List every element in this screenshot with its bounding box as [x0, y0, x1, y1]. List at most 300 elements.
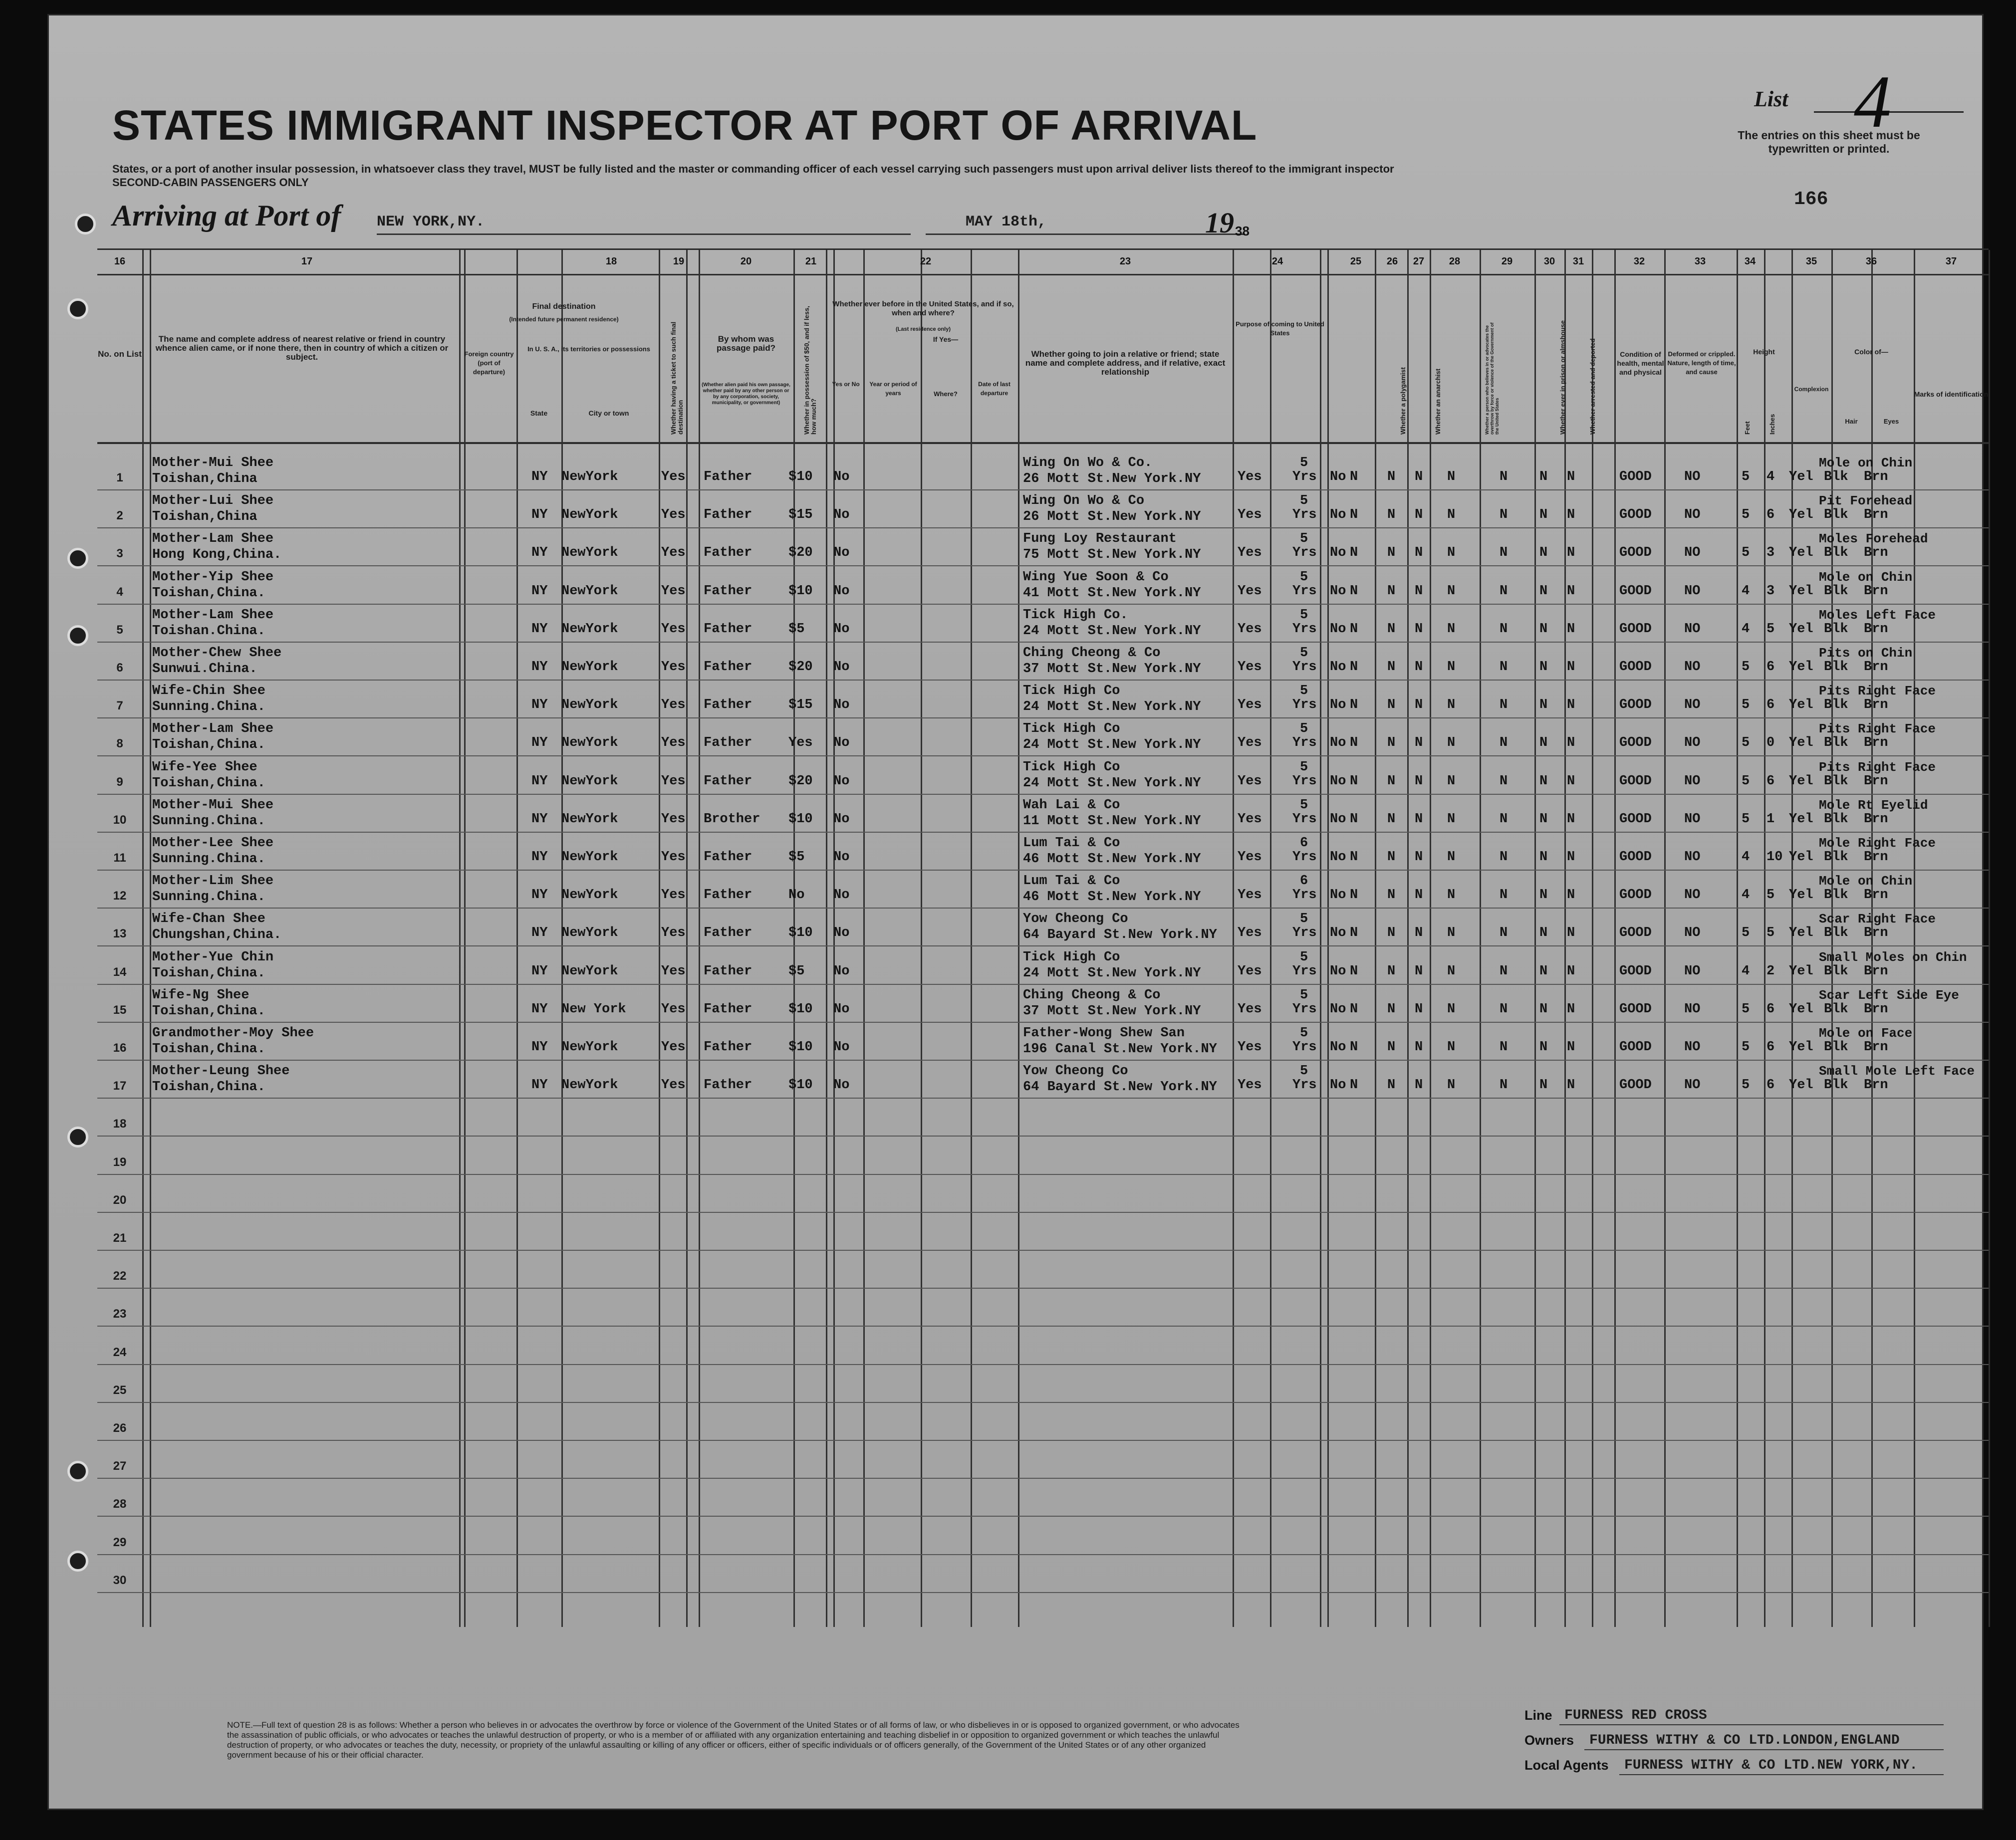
- cell-comp: Yel: [1789, 660, 1813, 675]
- row-number: 24: [113, 1345, 127, 1359]
- cell-city: New York: [561, 1001, 626, 1017]
- cell-hair: Blk: [1824, 811, 1848, 827]
- cell-ticket: Yes: [661, 735, 686, 751]
- cell-marks: Mole on Face: [1819, 1026, 1913, 1041]
- cell-health: GOOD: [1619, 507, 1652, 523]
- column-rule: [1664, 250, 1666, 1627]
- header-no-on-list: No. on List: [98, 349, 142, 359]
- cell-eyes: Brn: [1864, 735, 1888, 751]
- line-value: FURNESS RED CROSS: [1564, 1708, 1707, 1723]
- cell-q30: N: [1539, 507, 1548, 523]
- cell-city: NewYork: [561, 621, 618, 637]
- column-number: 35: [1805, 256, 1817, 267]
- cell-q29: N: [1500, 963, 1508, 979]
- column-rule: [1407, 250, 1409, 1627]
- cell-hair: Blk: [1824, 545, 1848, 561]
- cell-health: GOOD: [1619, 1001, 1652, 1017]
- cell-q31: N: [1567, 660, 1575, 675]
- cell-marks: Small Mole Left Face: [1819, 1064, 1975, 1079]
- cell-q27: N: [1415, 660, 1423, 675]
- row-rule: [97, 832, 1989, 833]
- cell-eyes: Brn: [1864, 545, 1888, 561]
- header-subtitle: States, or a port of another insular possession, in whatsoever class they travel, MUST be fully listed and the master or commanding officer of each vessel carrying such passengers must upon arrival deliver lists thereof to the immigrant inspector: [112, 163, 1394, 175]
- cell-hair: Blk: [1824, 925, 1848, 941]
- cell-before: No: [833, 469, 850, 484]
- cell-paid: Father: [704, 583, 753, 599]
- cell-p2: 5: [1300, 493, 1308, 509]
- cell-p4: No: [1330, 621, 1346, 637]
- column-rule: [1375, 250, 1376, 1627]
- binder-hole: [67, 1461, 88, 1482]
- row-number: 17: [113, 1079, 127, 1093]
- cell-feet: 4: [1742, 963, 1750, 979]
- cell-p1: Yes: [1238, 1040, 1262, 1055]
- cell-money: $10: [788, 811, 813, 827]
- row-number: 4: [116, 585, 123, 599]
- cell-health: GOOD: [1619, 850, 1652, 865]
- port-underline: [377, 233, 911, 235]
- cell-join1: Wing Yue Soon & Co: [1023, 569, 1169, 585]
- cell-rel1: Grandmother-Moy Shee: [152, 1026, 314, 1041]
- header-eyes: Eyes: [1883, 418, 1899, 425]
- cell-join2: 24 Mott St.New York.NY: [1023, 965, 1201, 981]
- cell-p1: Yes: [1238, 735, 1262, 751]
- row-rule: [97, 1326, 1989, 1327]
- cell-rel1: Mother-Yue Chin: [152, 949, 274, 965]
- cell-q30: N: [1539, 469, 1548, 484]
- entries-note: The entries on this sheet must be typewritten or printed.: [1738, 129, 1920, 155]
- cell-p4: No: [1330, 697, 1346, 713]
- cell-q25: N: [1350, 469, 1358, 484]
- cell-q30: N: [1539, 1001, 1548, 1017]
- cell-state: NY: [531, 1078, 548, 1093]
- agents-underline: [1619, 1774, 1944, 1775]
- row-rule: [97, 565, 1989, 566]
- cell-join2: 11 Mott St.New York.NY: [1023, 813, 1201, 829]
- row-rule: [97, 908, 1989, 909]
- cell-paid: Father: [704, 735, 753, 751]
- cell-q29: N: [1500, 888, 1508, 903]
- cell-join1: Father-Wong Shew San: [1023, 1026, 1185, 1041]
- cell-join2: 46 Mott St.New York.NY: [1023, 852, 1201, 867]
- cell-marks: Mole Rt Eyelid: [1819, 797, 1928, 813]
- cell-q28: N: [1447, 888, 1456, 903]
- row-rule: [97, 870, 1989, 871]
- cell-money: $10: [788, 583, 813, 599]
- column-number: 34: [1744, 256, 1756, 267]
- cell-feet: 4: [1742, 621, 1750, 637]
- cabin-class: SECOND-CABIN PASSENGERS ONLY: [112, 176, 309, 189]
- column-number: 33: [1694, 256, 1706, 267]
- cell-inches: 1: [1766, 811, 1775, 827]
- cell-p1: Yes: [1238, 621, 1262, 637]
- cell-q31: N: [1567, 545, 1575, 561]
- cell-p2: 6: [1300, 874, 1308, 889]
- cell-before: No: [833, 697, 850, 713]
- cell-marks: Small Moles on Chin: [1819, 949, 1967, 965]
- cell-q30: N: [1539, 773, 1548, 789]
- cell-rel2: Hong Kong,China.: [152, 547, 282, 563]
- cell-state: NY: [531, 850, 548, 865]
- cell-state: NY: [531, 735, 548, 751]
- row-rule: [97, 1592, 1989, 1593]
- cell-q28: N: [1447, 660, 1456, 675]
- header-relative: The name and complete address of nearest relative or friend in country whence alien came, or if none there, then in country of which a citizen or subject.: [155, 334, 449, 362]
- cell-inches: 5: [1766, 925, 1775, 941]
- cell-state: NY: [531, 1001, 548, 1017]
- cell-state: NY: [531, 545, 548, 561]
- cell-inches: 6: [1766, 1078, 1775, 1093]
- cell-p4: No: [1330, 888, 1346, 903]
- cell-q27: N: [1415, 1078, 1423, 1093]
- cell-q30: N: [1539, 963, 1548, 979]
- cell-p3: Yrs: [1292, 507, 1317, 523]
- cell-q28: N: [1447, 469, 1456, 484]
- cell-money: $10: [788, 925, 813, 941]
- cell-p4: No: [1330, 583, 1346, 599]
- arriving-label: Arriving at Port of: [112, 199, 341, 232]
- cell-q31: N: [1567, 583, 1575, 599]
- cell-q29: N: [1500, 1078, 1508, 1093]
- row-rule: [97, 1288, 1989, 1289]
- cell-q30: N: [1539, 925, 1548, 941]
- column-number: 27: [1413, 256, 1425, 267]
- cell-ticket: Yes: [661, 621, 686, 637]
- binder-hole: [67, 1127, 88, 1148]
- cell-join2: 24 Mott St.New York.NY: [1023, 623, 1201, 639]
- cell-q30: N: [1539, 583, 1548, 599]
- cell-city: NewYork: [561, 507, 618, 523]
- cell-rel1: Mother-Leung Shee: [152, 1064, 290, 1079]
- header-polygamist: Whether a polygamist: [1399, 367, 1407, 435]
- cell-health: GOOD: [1619, 621, 1652, 637]
- cell-ticket: Yes: [661, 469, 686, 484]
- cell-eyes: Brn: [1864, 1040, 1888, 1055]
- cell-health: GOOD: [1619, 583, 1652, 599]
- cell-comp: Yel: [1789, 1040, 1813, 1055]
- column-number: 37: [1945, 256, 1957, 267]
- cell-money: $20: [788, 773, 813, 789]
- cell-join1: Tick High Co: [1023, 721, 1120, 737]
- cell-q31: N: [1567, 811, 1575, 827]
- cell-deformed: NO: [1684, 583, 1701, 599]
- header-deported: Whether arrested and deported: [1589, 338, 1596, 435]
- cell-q25: N: [1350, 963, 1358, 979]
- row-rule: [97, 717, 1989, 718]
- cell-q28: N: [1447, 621, 1456, 637]
- cell-feet: 5: [1742, 697, 1750, 713]
- cell-q30: N: [1539, 545, 1548, 561]
- cell-ticket: Yes: [661, 1078, 686, 1093]
- page-title: STATES IMMIGRANT INSPECTOR AT PORT OF ARRIVAL: [112, 102, 1258, 149]
- cell-q28: N: [1447, 773, 1456, 789]
- column-rule: [1764, 250, 1765, 1627]
- cell-q29: N: [1500, 811, 1508, 827]
- cell-eyes: Brn: [1864, 811, 1888, 827]
- cell-marks: Pits Right Face: [1819, 721, 1936, 737]
- cell-q29: N: [1500, 850, 1508, 865]
- cell-p2: 5: [1300, 1026, 1308, 1041]
- cell-before: No: [833, 850, 850, 865]
- header-hair: Hair: [1845, 418, 1858, 425]
- cell-health: GOOD: [1619, 1040, 1652, 1055]
- cell-health: GOOD: [1619, 660, 1652, 675]
- cell-city: NewYork: [561, 773, 618, 789]
- cell-q25: N: [1350, 1040, 1358, 1055]
- row-number: 6: [116, 661, 123, 675]
- cell-money: $10: [788, 1078, 813, 1093]
- row-number: 2: [116, 509, 123, 523]
- cell-q26: N: [1387, 1001, 1396, 1017]
- column-number: 17: [301, 256, 313, 267]
- cell-feet: 5: [1742, 925, 1750, 941]
- cell-q26: N: [1387, 1078, 1396, 1093]
- cell-q27: N: [1415, 811, 1423, 827]
- cell-p4: No: [1330, 545, 1346, 561]
- cell-q29: N: [1500, 1040, 1508, 1055]
- cell-rel2: Chungshan,China.: [152, 927, 282, 943]
- cell-q28: N: [1447, 963, 1456, 979]
- row-number: 10: [113, 813, 127, 827]
- cell-eyes: Brn: [1864, 1001, 1888, 1017]
- cell-paid: Father: [704, 963, 753, 979]
- cell-q27: N: [1415, 545, 1423, 561]
- header-height: Height: [1753, 348, 1775, 356]
- cell-q30: N: [1539, 850, 1548, 865]
- cell-q25: N: [1350, 1078, 1358, 1093]
- row-number: 22: [113, 1269, 127, 1283]
- row-number: 3: [116, 547, 123, 561]
- cell-rel2: Toishan,China.: [152, 1003, 265, 1019]
- header-years: Year or period of years: [869, 381, 917, 397]
- cell-rel1: Mother-Chew Shee: [152, 646, 282, 661]
- cell-health: GOOD: [1619, 811, 1652, 827]
- cell-ticket: Yes: [661, 1040, 686, 1055]
- cell-q30: N: [1539, 697, 1548, 713]
- cell-money: $20: [788, 545, 813, 561]
- cell-marks: Scar Left Side Eye: [1819, 987, 1959, 1003]
- cell-deformed: NO: [1684, 811, 1701, 827]
- cell-comp: Yel: [1789, 1078, 1813, 1093]
- cell-money: $5: [788, 621, 805, 637]
- cell-hair: Blk: [1824, 735, 1848, 751]
- cell-eyes: Brn: [1864, 583, 1888, 599]
- cell-q27: N: [1415, 850, 1423, 865]
- header-deformed: Deformed or crippled. Nature, length of time, and cause: [1667, 350, 1736, 376]
- owners-label: Owners: [1524, 1733, 1574, 1748]
- row-rule: [97, 794, 1989, 795]
- row-rule: [97, 1212, 1989, 1213]
- cell-q27: N: [1415, 735, 1423, 751]
- cell-q31: N: [1567, 507, 1575, 523]
- cell-deformed: NO: [1684, 735, 1701, 751]
- cell-comp: Yel: [1789, 697, 1813, 713]
- cell-inches: 6: [1766, 773, 1775, 789]
- cell-ticket: Yes: [661, 507, 686, 523]
- cell-q26: N: [1387, 888, 1396, 903]
- cell-q25: N: [1350, 735, 1358, 751]
- cell-inches: 6: [1766, 507, 1775, 523]
- cell-join2: 24 Mott St.New York.NY: [1023, 699, 1201, 715]
- cell-inches: 3: [1766, 545, 1775, 561]
- cell-before: No: [833, 545, 850, 561]
- cell-q29: N: [1500, 507, 1508, 523]
- row-number: 16: [113, 1041, 127, 1055]
- footer-note: NOTE.—Full text of question 28 is as follows: Whether a person who believes in or advocates the overthrow by force or violence of the Government of the United States or of all forms of law, or who disbelieves in or is opposed to organized government, or who advocates the assassination of public officials, or who advocates or teaches the unlawful destruction of property, or who is a member of or affiliated with any organization entertaining and teaching disbelief in or opposition to organized government or which teaches the unlawful destruction of property, or who advocates or teaches the duty, necessity, or propriety of the unlawful assaulting or killing of any officer or officers, either of specific individuals or of officers generally, of the Government of the United States or of any other organized government because of his or their official character.: [227, 1720, 1240, 1760]
- cell-rel1: Mother-Lam Shee: [152, 607, 274, 623]
- cell-q25: N: [1350, 811, 1358, 827]
- binder-hole: [67, 548, 88, 569]
- column-number: 32: [1633, 256, 1645, 267]
- cell-p2: 5: [1300, 684, 1308, 699]
- column-rule: [659, 250, 660, 1627]
- row-number: 12: [113, 889, 127, 903]
- cell-q31: N: [1567, 1040, 1575, 1055]
- cell-p3: Yrs: [1292, 735, 1317, 751]
- cell-comp: Yel: [1789, 735, 1813, 751]
- cell-marks: Pits Right Face: [1819, 759, 1936, 775]
- cell-p2: 5: [1300, 646, 1308, 661]
- row-rule: [97, 1098, 1989, 1099]
- cell-hair: Blk: [1824, 1078, 1848, 1093]
- cell-join2: 37 Mott St.New York.NY: [1023, 1003, 1201, 1019]
- cell-city: NewYork: [561, 545, 618, 561]
- cell-before: No: [833, 621, 850, 637]
- cell-join2: 196 Canal St.New York.NY: [1023, 1042, 1217, 1057]
- cell-p2: 5: [1300, 569, 1308, 585]
- cell-q29: N: [1500, 773, 1508, 789]
- cell-marks: Mole on Chin: [1819, 569, 1913, 585]
- column-number: 31: [1572, 256, 1584, 267]
- cell-join2: 64 Bayard St.New York.NY: [1023, 927, 1217, 943]
- cell-state: NY: [531, 583, 548, 599]
- cell-q29: N: [1500, 925, 1508, 941]
- cell-paid: Father: [704, 469, 753, 484]
- cell-comp: Yel: [1789, 888, 1813, 903]
- cell-feet: 5: [1742, 1078, 1750, 1093]
- cell-p1: Yes: [1238, 1078, 1262, 1093]
- cell-p3: Yrs: [1292, 1001, 1317, 1017]
- cell-p1: Yes: [1238, 545, 1262, 561]
- cell-rel2: Toishan.China.: [152, 623, 265, 639]
- cell-before: No: [833, 735, 850, 751]
- cell-join1: Yow Cheong Co: [1023, 912, 1128, 927]
- column-rule: [699, 250, 700, 1627]
- column-number: 16: [114, 256, 126, 267]
- row-number: 8: [116, 737, 123, 751]
- cell-q26: N: [1387, 811, 1396, 827]
- header-feet: Feet: [1744, 421, 1751, 435]
- row-rule: [97, 984, 1989, 985]
- cell-eyes: Brn: [1864, 850, 1888, 865]
- cell-city: NewYork: [561, 735, 618, 751]
- column-rule: [1534, 250, 1536, 1627]
- cell-p3: Yrs: [1292, 545, 1317, 561]
- cell-rel1: Wife-Chin Shee: [152, 684, 265, 699]
- cell-q29: N: [1500, 697, 1508, 713]
- cell-inches: 5: [1766, 888, 1775, 903]
- row-rule: [97, 1136, 1989, 1137]
- cell-p3: Yrs: [1292, 583, 1317, 599]
- cell-state: NY: [531, 811, 548, 827]
- cell-p3: Yrs: [1292, 888, 1317, 903]
- cell-ticket: Yes: [661, 925, 686, 941]
- column-rule: [921, 250, 922, 1627]
- cell-join1: Tick High Co.: [1023, 607, 1128, 623]
- cell-rel1: Mother-Yip Shee: [152, 569, 274, 585]
- cell-q26: N: [1387, 469, 1396, 484]
- row-number: 5: [116, 623, 123, 637]
- cell-q27: N: [1415, 621, 1423, 637]
- cell-health: GOOD: [1619, 1078, 1652, 1093]
- header-prison: Whether ever in prison or almshouse: [1559, 320, 1566, 435]
- cell-q31: N: [1567, 1001, 1575, 1017]
- cell-paid: Father: [704, 1040, 753, 1055]
- header-anarchist: Whether an anarchist: [1434, 368, 1442, 435]
- cell-state: NY: [531, 888, 548, 903]
- cell-feet: 5: [1742, 735, 1750, 751]
- column-rule: [464, 250, 466, 1627]
- header-departure: Date of last departure: [978, 381, 1010, 397]
- cell-q27: N: [1415, 925, 1423, 941]
- cell-comp: Yel: [1789, 850, 1813, 865]
- cell-p3: Yrs: [1292, 621, 1317, 637]
- row-rule: [97, 755, 1989, 756]
- cell-join1: Fung Loy Restaurant: [1023, 531, 1177, 547]
- cell-p1: Yes: [1238, 963, 1262, 979]
- cell-city: NewYork: [561, 925, 618, 941]
- column-rule: [1737, 250, 1738, 1627]
- cell-p1: Yes: [1238, 507, 1262, 523]
- cell-p1: Yes: [1238, 583, 1262, 599]
- cell-q30: N: [1539, 1040, 1548, 1055]
- cell-p2: 5: [1300, 987, 1308, 1003]
- column-number: 25: [1350, 256, 1362, 267]
- cell-p2: 5: [1300, 797, 1308, 813]
- cell-rel1: Mother-Lui Shee: [152, 493, 274, 509]
- cell-q26: N: [1387, 660, 1396, 675]
- cell-paid: Father: [704, 1078, 753, 1093]
- cell-health: GOOD: [1619, 469, 1652, 484]
- row-number: 21: [113, 1231, 127, 1245]
- cell-p2: 5: [1300, 721, 1308, 737]
- row-number: 19: [113, 1155, 127, 1169]
- cell-paid: Father: [704, 850, 753, 865]
- cell-q28: N: [1447, 545, 1456, 561]
- cell-deformed: NO: [1684, 660, 1701, 675]
- cell-q29: N: [1500, 660, 1508, 675]
- cell-state: NY: [531, 773, 548, 789]
- cell-p3: Yrs: [1292, 850, 1317, 865]
- cell-join2: 64 Bayard St.New York.NY: [1023, 1080, 1217, 1095]
- column-number: 20: [740, 256, 752, 267]
- cell-deformed: NO: [1684, 621, 1701, 637]
- header-divider: [97, 274, 1989, 275]
- cell-q26: N: [1387, 735, 1396, 751]
- cell-rel1: Wife-Ng Shee: [152, 987, 250, 1003]
- row-rule: [97, 1250, 1989, 1251]
- cell-ticket: Yes: [661, 1001, 686, 1017]
- cell-deformed: NO: [1684, 850, 1701, 865]
- cell-q28: N: [1447, 735, 1456, 751]
- cell-feet: 5: [1742, 1001, 1750, 1017]
- cell-p2: 5: [1300, 912, 1308, 927]
- cell-before: No: [833, 1078, 850, 1093]
- row-number: 28: [113, 1497, 127, 1511]
- cell-p3: Yrs: [1292, 1078, 1317, 1093]
- cell-hair: Blk: [1824, 888, 1848, 903]
- cell-rel1: Mother-Lim Shee: [152, 874, 274, 889]
